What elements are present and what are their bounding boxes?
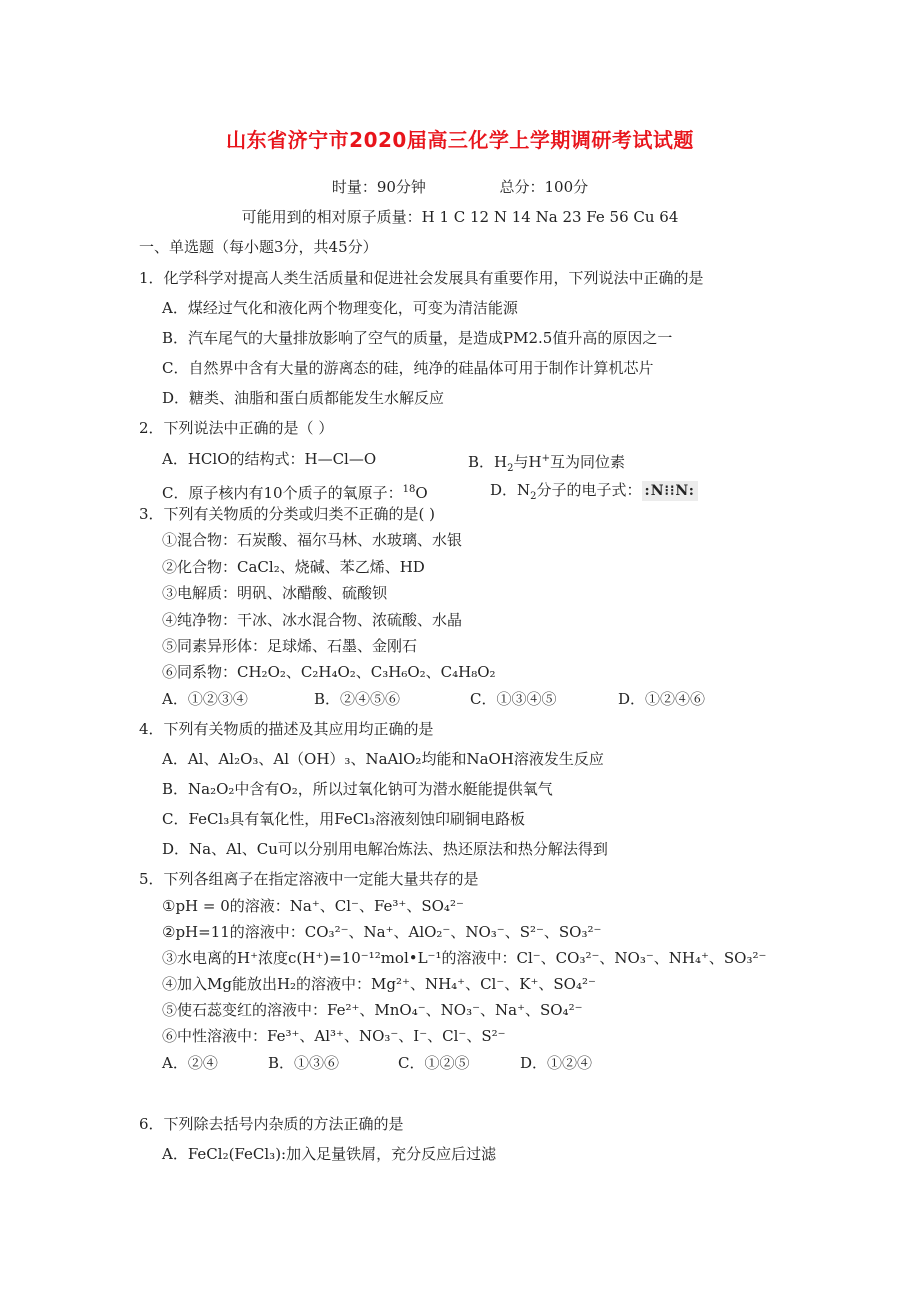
q2-b-text-3: 互为同位素 — [549, 453, 625, 471]
q2-b-text-1: B．H — [468, 453, 508, 471]
page-title: 山东省济宁市2020届高三化学上学期调研考试试题 — [226, 128, 694, 152]
q5-stem: 5．下列各组离子在指定溶液中一定能大量共存的是 — [139, 870, 479, 888]
q2-d-text-1: D．N — [490, 481, 531, 499]
q4-option-d: D．Na、Al、Cu可以分别用电解冶炼法、热还原法和热分解法得到 — [162, 840, 608, 858]
q5-option-b: B．①③⑥ — [268, 1054, 340, 1072]
q3-option-b: B．②④⑤⑥ — [314, 690, 401, 708]
q6-stem: 6．下列除去括号内杂质的方法正确的是 — [139, 1115, 404, 1133]
q3-item-5: ⑤同素异形体：足球烯、石墨、金刚石 — [162, 637, 418, 655]
q3-option-a: A．①②③④ — [162, 690, 248, 708]
q6-option-a: A．FeCl₂(FeCl₃):加入足量铁屑，充分反应后过滤 — [162, 1145, 497, 1163]
q1-stem: 1．化学科学对提高人类生活质量和促进社会发展具有重要作用，下列说法中正确的是 — [139, 269, 704, 287]
q2-option-d — [490, 480, 698, 507]
q2-b-sub: 2 — [507, 463, 514, 474]
q1-option-a: A．煤经过气化和液化两个物理变化，可变为清洁能源 — [162, 299, 518, 317]
q5-option-a: A．②④ — [162, 1054, 218, 1072]
q5-item-4: ④加入Mg能放出H₂的溶液中：Mg²⁺、NH₄⁺、Cl⁻、K⁺、SO₄²⁻ — [162, 975, 596, 993]
q2-c-sup: 18 — [402, 484, 416, 495]
q2-stem: 2．下列说法中正确的是（ ） — [139, 419, 334, 437]
q3-option-d: D．①②④⑥ — [618, 690, 706, 708]
q5-options — [162, 1053, 762, 1073]
q3-options — [162, 689, 762, 709]
q3-stem: 3．下列有关物质的分类或归类不正确的是( ) — [139, 505, 436, 523]
q5-item-2: ②pH=11的溶液中：CO₃²⁻、Na⁺、AlO₂⁻、NO₃⁻、S²⁻、SO₃²⁻ — [162, 923, 602, 941]
q2-b-sup: + — [541, 453, 550, 464]
q2-d-text-2: 分子的电子式： — [536, 481, 642, 499]
q2-d-sub: 2 — [530, 491, 537, 502]
q3-item-1: ①混合物：石炭酸、福尔马林、水玻璃、水银 — [162, 531, 463, 549]
q5-item-1: ①pH = 0的溶液：Na⁺、Cl⁻、Fe³⁺、SO₄²⁻ — [162, 897, 464, 915]
q1-option-b: B．汽车尾气的大量排放影响了空气的质量，是造成PM2.5值升高的原因之一 — [162, 329, 673, 347]
atomic-mass-line: 可能用到的相对原子质量：H 1 C 12 N 14 Na 23 Fe 56 Cu 64 — [241, 208, 679, 226]
q5-item-5: ⑤使石蕊变红的溶液中：Fe²⁺、MnO₄⁻、NO₃⁻、Na⁺、SO₄²⁻ — [162, 1001, 583, 1019]
q2-c-text-1: C．原子核内有10个质子的氧原子： — [162, 484, 403, 502]
q2-option-b — [468, 449, 625, 479]
q3-item-3: ③电解质：明矾、冰醋酸、硫酸钡 — [162, 584, 388, 602]
q4-stem: 4．下列有关物质的描述及其应用均正确的是 — [139, 720, 434, 738]
exam-time: 时量：90分钟 — [331, 178, 426, 196]
q3-item-6: ⑥同系物：CH₂O₂、C₂H₄O₂、C₃H₆O₂、C₄H₈O₂ — [162, 663, 496, 681]
q5-option-d: D．①②④ — [520, 1054, 593, 1072]
q2-option-c — [162, 480, 428, 503]
exam-info — [0, 176, 920, 197]
q4-option-c: C．FeCl₃具有氧化性，用FeCl₃溶液刻蚀印刷铜电路板 — [162, 810, 525, 828]
q1-option-d: D．糖类、油脂和蛋白质都能发生水解反应 — [162, 389, 445, 407]
q2-c-text-2: O — [415, 484, 428, 502]
q2-b-text-2: 与H — [513, 453, 542, 471]
section-heading: 一、单选题（每小题3分，共45分） — [139, 238, 378, 256]
q3-item-2: ②化合物：CaCl₂、烧碱、苯乙烯、HD — [162, 558, 425, 576]
q4-option-a: A．Al、Al₂O₃、Al（OH）₃、NaAlO₂均能和NaOH溶液发生反应 — [162, 750, 604, 768]
q3-option-c: C．①③④⑤ — [470, 690, 557, 708]
q3-item-4: ④纯净物：干冰、冰水混合物、浓硫酸、水晶 — [162, 611, 463, 629]
exam-score: 总分：100分 — [499, 178, 589, 196]
q5-item-3: ③水电离的H⁺浓度c(H⁺)=10⁻¹²mol•L⁻¹的溶液中：Cl⁻、CO₃²⁻、NO₃⁻、NH₄⁺、SO₃²⁻ — [162, 949, 767, 967]
q1-option-c: C．自然界中含有大量的游离态的硅，纯净的硅晶体可用于制作计算机芯片 — [162, 359, 654, 377]
q5-option-c: C．①②⑤ — [398, 1054, 470, 1072]
q2-option-a: A．HClO的结构式：H—Cl—O — [162, 450, 377, 468]
n2-electron-formula: :N⁝⁝N: — [642, 481, 698, 501]
q5-item-6: ⑥中性溶液中：Fe³⁺、Al³⁺、NO₃⁻、I⁻、Cl⁻、S²⁻ — [162, 1027, 506, 1045]
q4-option-b: B．Na₂O₂中含有O₂，所以过氧化钠可为潜水艇能提供氧气 — [162, 780, 553, 798]
